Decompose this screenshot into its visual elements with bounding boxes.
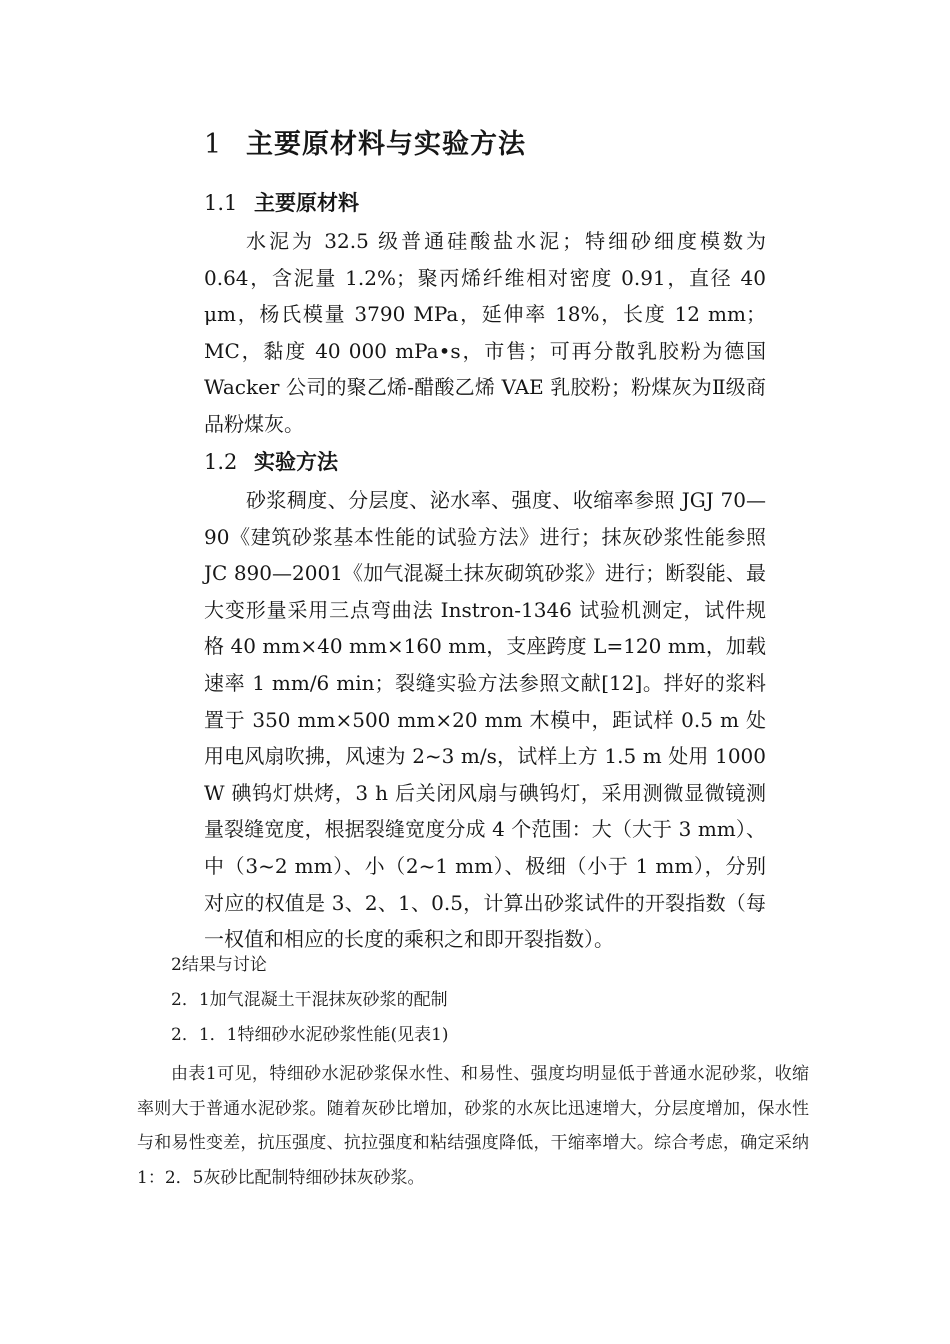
results-section: [137, 952, 809, 1212]
results-paragraph: 由表1可见，特细砂水泥砂浆保水性、和易性、强度均明显低于普通水泥砂浆，收缩率则大于普通水泥砂浆。随着灰砂比增加，砂浆的水灰比迅速增大，分层度增加，保水性与和易性变差，抗压强度、抗拉强度和粘结强度降低，干缩率增大。综合考虑，确定采纳1：2．5灰砂比配制特细砂抹灰砂浆。: [137, 1064, 809, 1188]
section-2-heading: 2结果与讨论: [171, 955, 267, 975]
section-1-1-title: 主要原材料: [254, 190, 359, 215]
section-1-title: 主要原材料与实验方法: [246, 129, 526, 160]
section-1-1-number: 1.1: [204, 191, 238, 215]
section-1-heading: [204, 122, 766, 161]
section-2-1-heading: 2．1加气混凝土干混抹灰砂浆的配制: [171, 990, 448, 1010]
section-1-1-heading: [204, 187, 766, 217]
methods-paragraph: 砂浆稠度、分层度、泌水率、强度、收缩率参照 JGJ 70—90《建筑砂浆基本性能的试验方法》进行；抹灰砂浆性能参照 JC 890—2001《加气混凝土抹灰砌筑砂浆》进行；断裂能、最大变形量采用三点弯曲法 Instron-1346 试验机测定，试件规格 40 mm×40 mm×160 mm，支座跨度 L=120 mm，加载速率 1 mm/6 min；裂缝实验方法参照文献[12]。拌好的浆料置于 350 mm×500 mm×20 mm 木模中，距试样 0.5 m 处用电风扇吹拂，风速为 2~3 m/s，试样上方 1.5 m 处用 1000 W 碘钨灯烘烤，3 h 后关闭风扇与碘钨灯，采用测微显微镜测量裂缝宽度，根据裂缝宽度分成 4 个范围：大（大于 3 mm）、中（3~2 mm）、小（2~1 mm）、极细（小于 1 mm），分别对应的权值是 3、2、1、0.5，计算出砂浆试件的开裂指数（每一权值和相应的长度的乘积之和即开裂指数）。: [204, 488, 766, 952]
section-1-2-title: 实验方法: [254, 449, 338, 474]
materials-paragraph: 水泥为 32.5 级普通硅酸盐水泥；特细砂细度模数为 0.64，含泥量 1.2%；聚丙烯纤维相对密度 0.91，直径 40 μm，杨氏模量 3790 MPa，延伸率 18%，长度 12 mm；MC，黏度 40 000 mPa•s，市售；可再分散乳胶粉为德国 Wacker 公司的聚乙烯-醋酸乙烯 VAE 乳胶粉；粉煤灰为Ⅱ级商品粉煤灰。: [204, 229, 766, 436]
section-1-number: 1: [204, 129, 223, 160]
scanned-excerpt: [196, 110, 766, 962]
section-2-1-1-heading: 2．1．1特细砂水泥砂浆性能(见表1): [171, 1025, 449, 1045]
section-1-2-heading: [204, 446, 766, 476]
section-1-2-number: 1.2: [204, 450, 238, 474]
